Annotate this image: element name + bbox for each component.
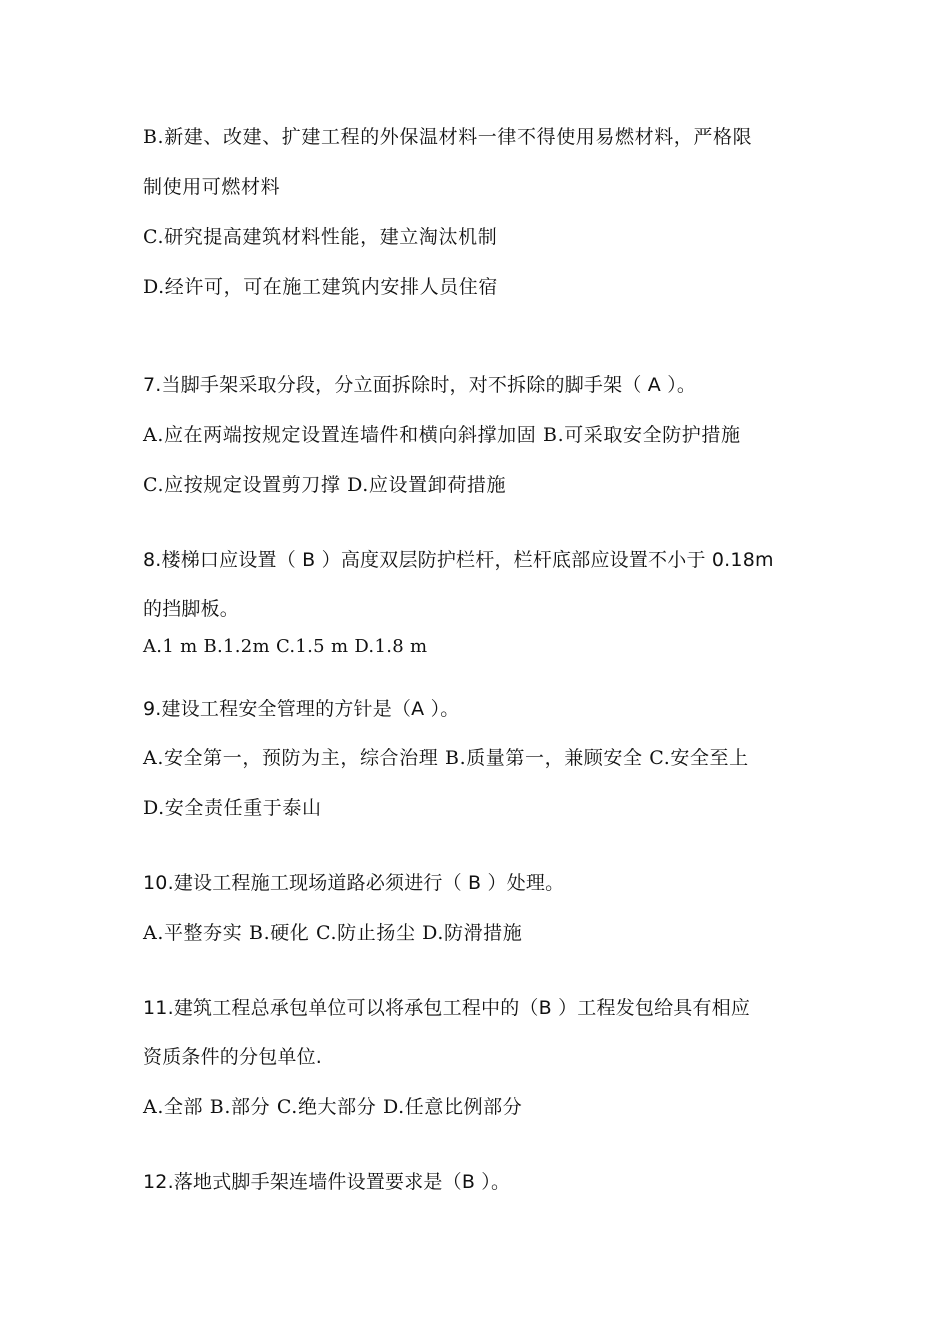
options-7-line-2: C.应按规定设置剪刀撑 D.应设置卸荷措施: [143, 474, 507, 496]
question-12: 12.落地式脚手架连墙件设置要求是（B ）。: [143, 1171, 511, 1193]
question-7: 7.当脚手架采取分段，分立面拆除时，对不拆除的脚手架（ A ）。: [143, 374, 697, 396]
question-10: 10.建设工程施工现场道路必须进行（ B ）处理。: [143, 872, 565, 894]
option-6d: D.经许可，可在施工建筑内安排人员住宿: [143, 276, 498, 298]
option-6c: C.研究提高建筑材料性能，建立淘汰机制: [143, 226, 498, 248]
question-11-line-1: 11.建筑工程总承包单位可以将承包工程中的（B ）工程发包给具有相应: [143, 997, 751, 1019]
option-6b-line-1: B.新建、改建、扩建工程的外保温材料一律不得使用易燃材料，严格限: [143, 126, 753, 148]
question-11-line-2: 资质条件的分包单位.: [143, 1046, 323, 1068]
question-8-line-2: 的挡脚板。: [143, 598, 240, 620]
question-8-line-1: 8.楼梯口应设置（ B ）高度双层防护栏杆，栏杆底部应设置不小于 0.18m: [143, 549, 774, 571]
options-9-line-2: D.安全责任重于泰山: [143, 797, 322, 819]
options-11: A.全部 B.部分 C.绝大部分 D.任意比例部分: [143, 1096, 523, 1118]
options-8: A.1 m B.1.2m C.1.5 m D.1.8 m: [143, 636, 428, 657]
option-6b-line-2: 制使用可燃材料: [143, 176, 281, 198]
options-10: A.平整夯实 B.硬化 C.防止扬尘 D.防滑措施: [143, 922, 523, 944]
question-9: 9.建设工程安全管理的方针是（A ）。: [143, 698, 460, 720]
options-7-line-1: A.应在两端按规定设置连墙件和横向斜撑加固 B.可采取安全防护措施: [143, 424, 741, 446]
options-9-line-1: A.安全第一，预防为主，综合治理 B.质量第一，兼顾安全 C.安全至上: [143, 747, 749, 769]
